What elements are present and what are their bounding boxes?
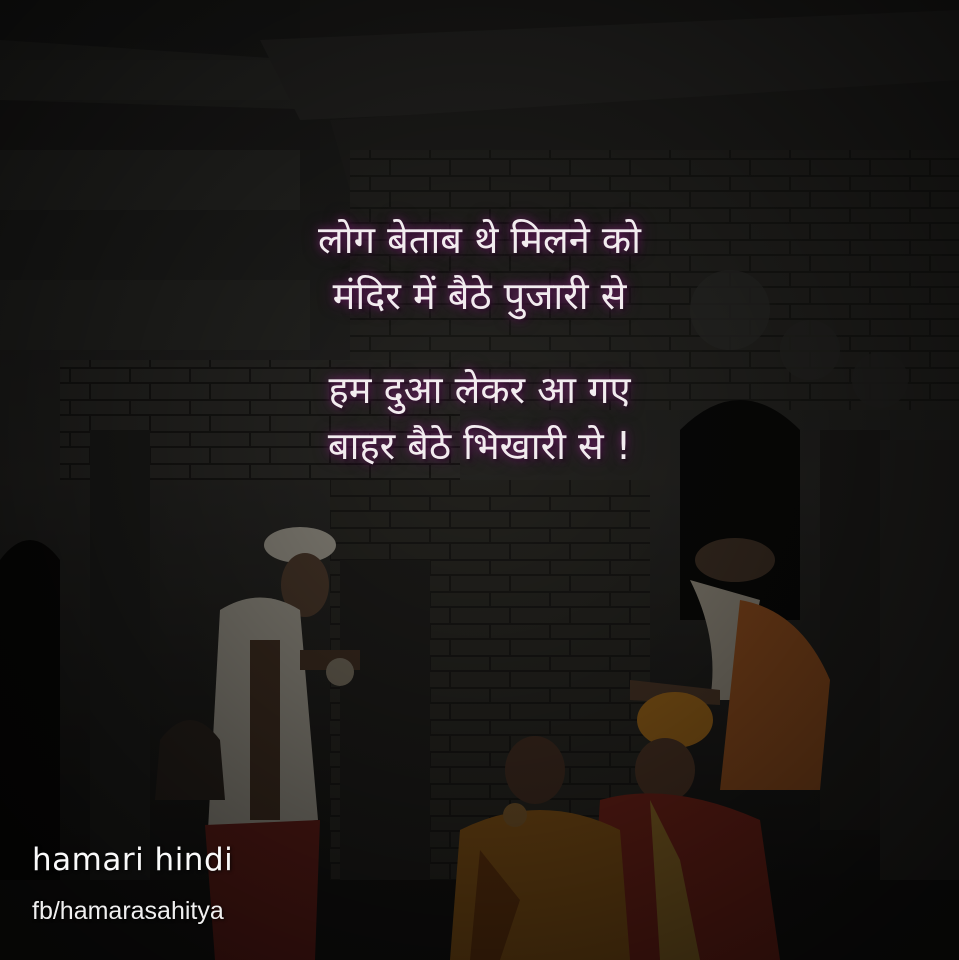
facebook-handle: fb/hamarasahitya — [32, 897, 224, 925]
quote-line-4: बाहर बैठे भिखारी से ! — [327, 424, 632, 468]
quote-line-3: हम दुआ लेकर आ गए — [328, 368, 631, 412]
quote-line-2: मंदिर में बैठे पुजारी से — [332, 274, 627, 318]
hindi-quote — [0, 212, 959, 474]
quote-line-1: लोग बेताब थे मिलने को — [318, 218, 641, 262]
brand-name: hamari hindi — [32, 842, 234, 878]
stanza-gap — [0, 324, 959, 362]
